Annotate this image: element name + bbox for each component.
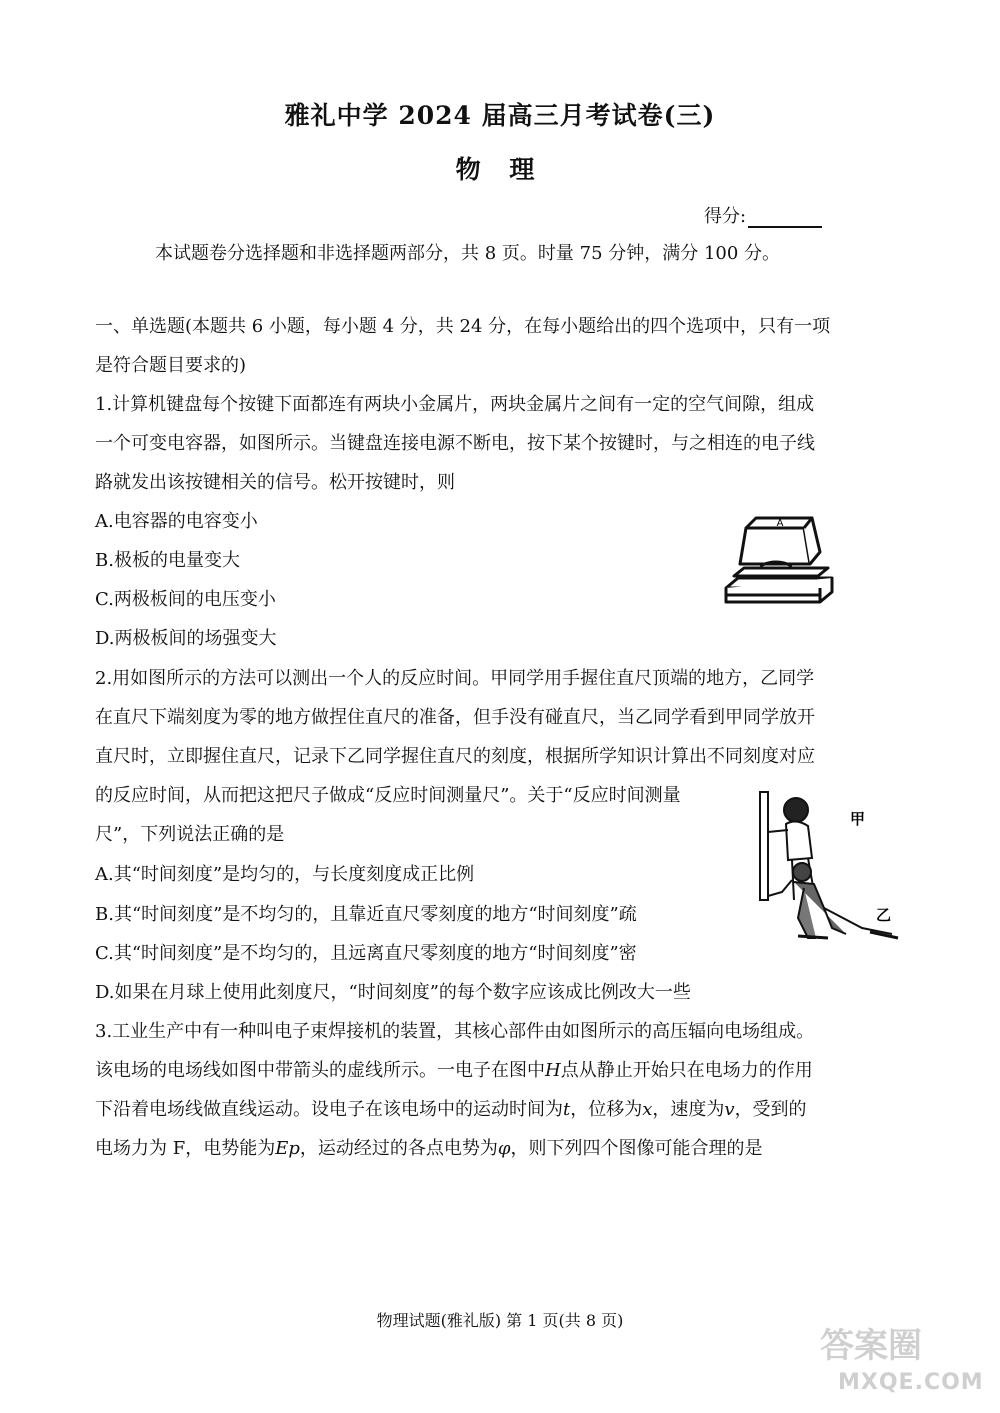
score-field — [704, 202, 822, 228]
q1-stem-line: 一个可变电容器，如图所示。当键盘连接电源不断电，按下某个按键时，与之相连的电子线 — [95, 433, 815, 454]
score-label: 得分: — [704, 206, 747, 227]
q2-stem-line: 的反应时间，从而把这把尺子做成“反应时间测量尺”。关于“反应时间测量 — [95, 785, 681, 806]
q3-var-phi: φ — [497, 1138, 511, 1159]
q2-stem-line: 在直尺下端刻度为零的地方做捏住直尺的准备，但手没有碰直尺，当乙同学看到甲同学放开 — [95, 707, 815, 728]
watermark-domain: MXQE.COM — [838, 1370, 984, 1395]
q3-var-v: v — [724, 1099, 735, 1120]
q3-stem-line — [95, 1099, 807, 1121]
key-letter: A — [776, 518, 784, 529]
q2-option-a: A.其“时间刻度”是均匀的，与长度刻度成正比例 — [95, 864, 475, 885]
q1-stem-line: 路就发出该按键相关的信号。松开按键时，则 — [95, 472, 455, 493]
q3-var-t: t — [563, 1099, 571, 1120]
q1-stem-line: 1.计算机键盘每个按键下面都连有两块小金属片，两块金属片之间有一定的空气间隙，组成 — [95, 394, 815, 415]
q2-stem-line: 2.用如图所示的方法可以测出一个人的反应时间。甲同学用手握住直尺顶端的地方，乙同学 — [95, 668, 815, 689]
q3-var-ep: Ep — [275, 1138, 300, 1159]
q3-stem-line: 3.工业生产中有一种叫电子束焊接机的装置，其核心部件由如图所示的高压辐向电场组成。 — [95, 1021, 815, 1042]
q2-stem-line: 尺”，下列说法正确的是 — [95, 824, 285, 845]
q3-stem-line — [95, 1060, 813, 1082]
q3-var-x: x — [642, 1099, 653, 1120]
watermark-logo: 答案圈 — [820, 1326, 922, 1366]
q1-option-b: B.极板的电量变大 — [95, 550, 240, 571]
section-heading-line2: 是符合题目要求的) — [95, 355, 247, 376]
q3-text: ，受到的 — [734, 1099, 807, 1120]
q2-stem-line: 直尺时，立即握住直尺，记录下乙同学握住直尺的刻度，根据所学知识计算出不同刻度对应 — [95, 746, 815, 767]
q3-stem-line — [95, 1138, 763, 1160]
exam-title: 雅礼中学 2024 届高三月考试卷(三) — [284, 101, 716, 130]
q3-text: 电场力为 F，电势能为 — [95, 1138, 276, 1159]
q1-option-d: D.两极板间的场强变大 — [95, 628, 277, 649]
q3-text: 该电场的电场线如图中带箭头的虚线所示。一电子在图中 — [95, 1060, 545, 1081]
q2-option-b: B.其“时间刻度”是不均匀的，且靠近直尺零刻度的地方“时间刻度”疏 — [95, 904, 637, 925]
exam-intro: 本试题卷分选择题和非选择题两部分，共 8 页。时量 75 分钟，满分 100 分。 — [155, 243, 781, 264]
q3-text: ，则下列四个图像可能合理的是 — [510, 1138, 763, 1159]
label-yi: 乙 — [876, 906, 892, 924]
q1-option-c: C.两极板间的电压变小 — [95, 589, 276, 610]
reaction-time-figure — [752, 788, 912, 948]
q3-text: ，位移为 — [570, 1099, 643, 1120]
keyboard-key-figure — [720, 512, 840, 607]
q3-text: 下沿着电场线做直线运动。设电子在该电场中的运动时间为 — [95, 1099, 563, 1120]
label-jia: 甲 — [850, 810, 866, 828]
q1-option-a: A.电容器的电容变小 — [95, 511, 258, 532]
subject-title: 物 理 — [455, 155, 545, 184]
page-footer: 物理试题(雅礼版) 第 1 页(共 8 页) — [376, 1311, 624, 1330]
q2-option-d: D.如果在月球上使用此刻度尺，“时间刻度”的每个数字应该成比例改大一些 — [95, 982, 691, 1003]
section-heading-line1: 一、单选题(本题共 6 小题，每小题 4 分，共 24 分，在每小题给出的四个选项中，只有一项 — [95, 316, 831, 337]
q3-text: ，运动经过的各点电势为 — [299, 1138, 498, 1159]
q3-var-h: H — [545, 1060, 561, 1081]
q3-text: 点从静止开始只在电场力的作用 — [560, 1060, 813, 1081]
score-blank — [748, 208, 822, 228]
q2-option-c: C.其“时间刻度”是不均匀的，且远离直尺零刻度的地方“时间刻度”密 — [95, 943, 637, 964]
q3-text: ，速度为 — [652, 1099, 725, 1120]
